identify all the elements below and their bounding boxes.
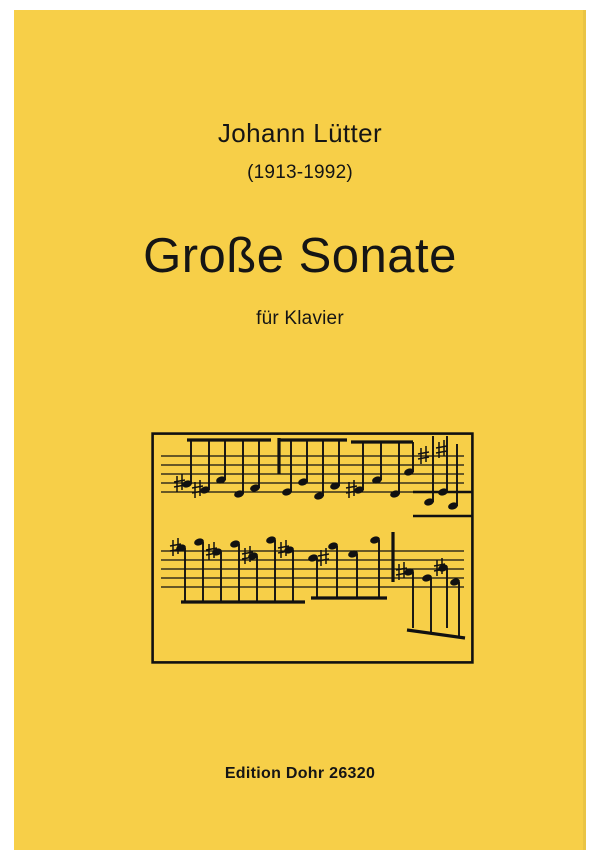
- music-notation-excerpt: [151, 432, 474, 664]
- composer-lifespan: (1913-1992): [247, 162, 353, 183]
- music-notation-svg: [151, 432, 474, 664]
- composer-name: Johann Lütter: [217, 118, 383, 148]
- publisher-line: Edition Dohr 26320: [224, 765, 376, 782]
- page-title: Große Sonate: [143, 229, 457, 283]
- cover-sheet: [14, 10, 586, 850]
- instrumentation-subtitle: für Klavier: [256, 308, 344, 329]
